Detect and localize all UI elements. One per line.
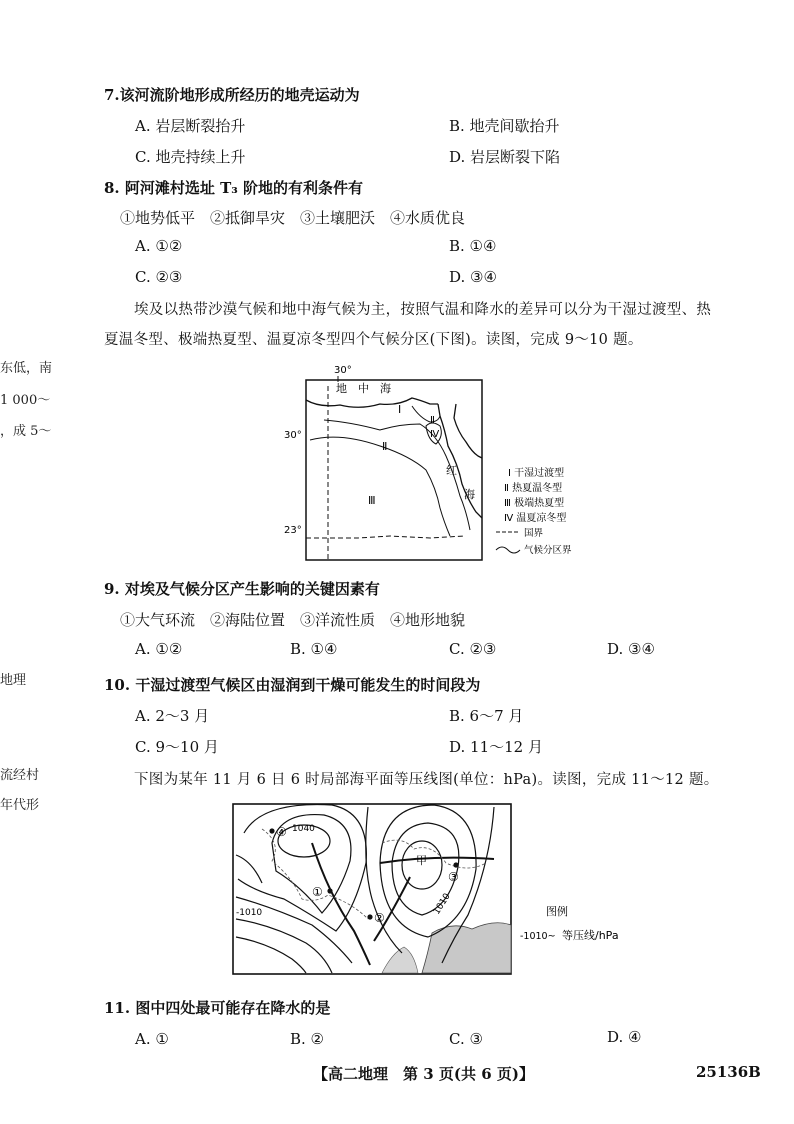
q8-option-b[interactable]: B. ①④ xyxy=(449,237,497,255)
q9-stem: 9. 对埃及气候分区产生影响的关键因素有 xyxy=(104,580,380,598)
q11-option-a[interactable]: A. ① xyxy=(135,1030,169,1048)
point-3-label: ③ xyxy=(448,870,459,884)
q9-items: ①大气环流 ②海陆位置 ③洋流性质 ④地形地貌 xyxy=(120,611,466,629)
egypt-climate-map xyxy=(280,360,580,570)
q11-option-c[interactable]: C. ③ xyxy=(449,1030,483,1048)
mediterranean-label: 地 中 海 xyxy=(336,382,391,395)
legend-border-label: 国界 xyxy=(524,528,544,539)
q7-option-b[interactable]: B. 地壳间歇抬升 xyxy=(449,117,560,135)
lat-23-label: 23° xyxy=(284,525,302,536)
q11-option-b[interactable]: B. ② xyxy=(290,1030,325,1048)
q7-option-c[interactable]: C. 地壳持续上升 xyxy=(135,148,246,166)
isobar-legend-title: 图例 xyxy=(546,905,568,918)
red-sea-west-coast xyxy=(438,404,482,518)
q8-stem: 8. 阿河滩村选址 T₃ 阶地的有利条件有 xyxy=(104,179,364,197)
zone-ii-north-label: Ⅱ xyxy=(430,415,435,426)
label-1040: 1040 xyxy=(292,824,315,834)
q8-items: ①地势低平 ②抵御旱灾 ③土壤肥沃 ④水质优良 xyxy=(120,209,466,227)
intro1-line1: 埃及以热带沙漠气候和地中海气候为主，按照气温和降水的差异可以分为干湿过渡型、热 xyxy=(134,302,712,318)
edge-fragment-1: ⁠东低，南 xyxy=(0,361,53,376)
jia-label: 甲 xyxy=(416,854,427,867)
q10-option-d[interactable]: D. 11～12 月 xyxy=(449,738,543,756)
q9-option-b[interactable]: B. ①④ xyxy=(290,640,338,658)
point-4-label: ④ xyxy=(276,825,287,839)
mediterranean-coastline xyxy=(306,398,438,407)
point-4-dot xyxy=(269,828,274,833)
red-sea-label-2: 海 xyxy=(464,488,475,501)
lat-30-label: 30° xyxy=(284,430,302,441)
southern-border xyxy=(306,536,464,538)
intro2: 下图为某年 11 月 6 日 6 时局部海平面等压线图(单位：hPa)。读图，完成 11～12 题。 xyxy=(134,772,719,788)
q9-option-a[interactable]: A. ①② xyxy=(135,640,183,658)
exam-code: 25136B xyxy=(696,1063,761,1081)
isobar-legend-sample: -1010~ xyxy=(520,931,556,942)
legend-zone-i: Ⅰ 干湿过渡型 xyxy=(508,468,565,479)
zone-boundary-2 xyxy=(310,437,450,536)
q7-option-d[interactable]: D. 岩层断裂下陷 xyxy=(449,148,561,166)
q9-option-d[interactable]: D. ③④ xyxy=(607,640,655,658)
legend-zone-iii: Ⅲ 极端热夏型 xyxy=(504,498,565,509)
q8-option-a[interactable]: A. ①② xyxy=(135,237,183,255)
zone-iii-label: Ⅲ xyxy=(368,494,376,507)
legend-boundary-label: 气候分区界 xyxy=(524,545,572,556)
lon-30-label: 30° xyxy=(334,365,352,376)
edge-fragment-3: ，成 5～ xyxy=(0,424,52,439)
label-1010-right: 1010 xyxy=(432,891,453,917)
q10-stem: 10. 干湿过渡型气候区由湿润到干燥可能发生的时间段为 xyxy=(104,676,481,694)
point-1-dot xyxy=(327,888,332,893)
q8-option-c[interactable]: C. ②③ xyxy=(135,268,183,286)
isobar-legend-text: 等压线/hPa xyxy=(562,929,619,942)
q10-option-b[interactable]: B. 6～7 月 xyxy=(449,707,524,725)
q9-option-c[interactable]: C. ②③ xyxy=(449,640,497,658)
sinai-coast xyxy=(454,404,482,458)
point-2-label: ② xyxy=(374,911,385,925)
page-footer: 【高二地理 第 3 页(共 6 页)】 xyxy=(313,1065,534,1083)
edge-fragment-2: 1 000～ xyxy=(0,393,51,408)
zone-boundary-3 xyxy=(412,406,440,422)
q8-option-d[interactable]: D. ③④ xyxy=(449,268,497,286)
red-sea-label-1: 红 xyxy=(446,464,457,477)
legend-zone-ii: Ⅱ 热夏温冬型 xyxy=(504,483,563,494)
edge-fragment-4: 地理 xyxy=(0,673,27,688)
q11-option-d[interactable]: D. ④ xyxy=(607,1028,642,1046)
intro1-line2: 夏温冬型、极端热夏型、温夏凉冬型四个气候分区(下图)。读图，完成 9～10 题。 xyxy=(104,332,643,348)
q10-option-c[interactable]: C. 9～10 月 xyxy=(135,738,219,756)
q11-stem: 11. 图中四处最可能存在降水的是 xyxy=(104,999,331,1017)
point-1-label: ① xyxy=(312,885,323,899)
isobar-map xyxy=(232,803,652,978)
edge-fragment-5: 流经村 xyxy=(0,768,40,783)
edge-fragment-6: 年代形 xyxy=(0,798,40,813)
q7-stem: 7.该河流阶地形成所经历的地壳运动为 xyxy=(104,86,360,104)
legend-zone-iv: Ⅳ 温夏凉冬型 xyxy=(504,513,567,524)
point-3-dot xyxy=(453,862,458,867)
q7-option-a[interactable]: A. 岩层断裂抬升 xyxy=(135,117,246,135)
q10-option-a[interactable]: A. 2～3 月 xyxy=(135,707,210,725)
zone-iv-label: Ⅳ xyxy=(430,429,440,440)
label-1010-left: -1010 xyxy=(236,908,263,918)
zone-ii-label: Ⅱ xyxy=(382,440,388,453)
legend-boundary-sample xyxy=(496,547,520,553)
zone-i-label: Ⅰ xyxy=(398,403,402,416)
point-2-dot xyxy=(367,914,372,919)
